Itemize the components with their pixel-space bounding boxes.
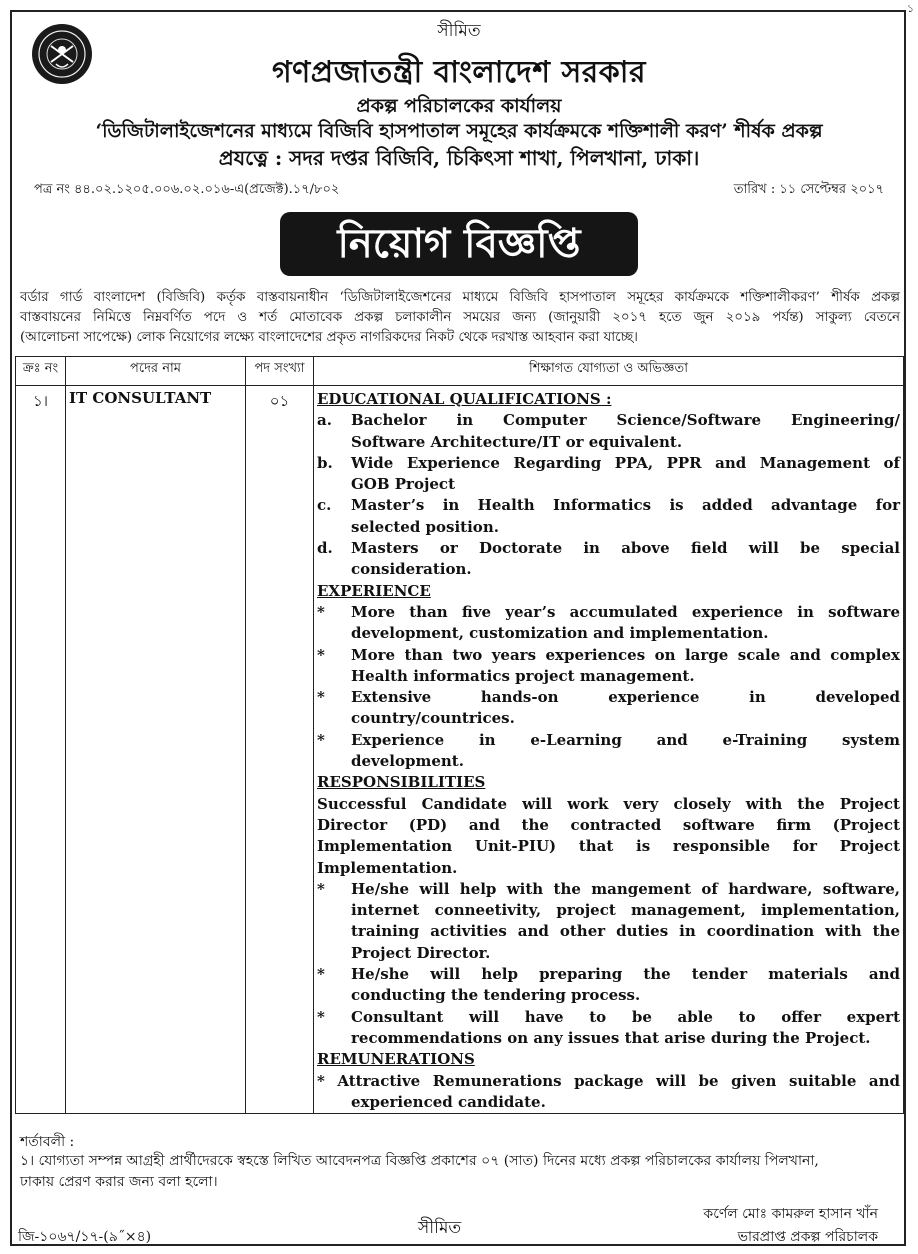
item-line: Bachelor in Computer Science/Software Engineering/ (351, 411, 900, 430)
signatory-designation: ভারপ্রাপ্ত প্রকল্প পরিচালক (737, 1229, 878, 1245)
item-line: Master’s in Health Informatics is added advantage for (351, 496, 900, 515)
terms-list (20, 1151, 900, 1193)
care-of-address: প্রযত্নে : সদর দপ্তর বিজিবি, চিকিৎসা শাখা, পিলখানা, ঢাকা। (218, 146, 700, 170)
table-row (16, 386, 904, 1114)
item-line: internet conneetivity, project management, implementation, (351, 901, 900, 920)
table-header-row (16, 357, 904, 386)
para-line: Director (PD) and the contracted software firm (Project (317, 815, 900, 834)
remuneration-heading: REMUNERATIONS (317, 1050, 475, 1069)
item-marker: * (317, 965, 325, 984)
intro-line: (আলোচনা সাপেক্ষে) লোক নিয়োগের লক্ষ্যে বাংলাদেশের প্রকৃত নাগরিকদের নিকট থেকে দরখাস্ত আহবান করা যাচ্ছে। (20, 330, 638, 345)
education-item (317, 410, 900, 453)
government-name: গণপ্রজাতন্ত্রী বাংলাদেশ সরকার (272, 55, 646, 90)
responsibilities-heading: RESPONSIBILITIES (317, 773, 486, 792)
experience-item (317, 687, 900, 730)
header-serial: ক্রঃ নং (16, 357, 66, 386)
item-line: He/she will help with the mangement of hardware, software, (351, 879, 900, 898)
ad-code: জি-১০৬৭/১৭-(৯˝×৪) (18, 1229, 152, 1245)
item-line: conducting the tendering process. (351, 986, 641, 1005)
item-line: He/she will help preparing the tender materials and (351, 965, 900, 984)
responsibility-item (317, 1007, 900, 1050)
remuneration-text (317, 1071, 900, 1114)
item-line: Project Director. (351, 943, 491, 962)
item-line: More than five year’s accumulated experience in software (351, 602, 900, 621)
item-marker: * (317, 1007, 325, 1026)
memo-date: তারিখ : ১১ সেপ্টেম্বর ২০১৭ (733, 182, 884, 197)
item-line: Masters or Doctorate in above field will be special (351, 539, 900, 558)
experience-heading: EXPERIENCE (317, 581, 431, 600)
item-line: GOB Project (351, 475, 455, 494)
responsibility-item (317, 964, 900, 1007)
para-line: experienced candidate. (351, 1092, 546, 1111)
item-line: selected position. (351, 517, 499, 536)
header-post-count: পদ সংখ্যা (246, 357, 314, 386)
item-marker: * (317, 730, 325, 749)
item-line: consideration. (351, 560, 472, 579)
education-heading: EDUCATIONAL QUALIFICATIONS : (317, 390, 612, 408)
item-marker: b. (317, 453, 333, 472)
terms-line: ১। যোগ্যতা সম্পন্ন আগ্রহী প্রার্থীদেরকে স্বহস্তে লিখিত আবেদনপত্র বিজ্ঞপ্তি প্রকাশের ০৭ (সাত) দিনের মধ্যে প্রকল্প পরিচালকের কার্যালয় পিলখানা, (20, 1153, 819, 1169)
memo-number: পত্র নং ৪৪.০২.১২০৫.০০৬.০২.০১৬-এ(প্রজেক্ট).১৭/৮০২ (34, 182, 340, 197)
education-item (317, 495, 900, 538)
item-line: Extensive hands-on experience in developed (351, 688, 900, 707)
item-line: recommendations on any issues that arise during the Project. (351, 1028, 871, 1047)
row-serial: ১। (16, 386, 66, 1114)
item-marker: a. (317, 411, 332, 430)
para-line: Implementation. (317, 858, 458, 877)
item-line: Health informatics project management. (351, 666, 695, 685)
item-marker: d. (317, 539, 333, 558)
education-item (317, 453, 900, 496)
intro-line: বাস্তবায়নের নিমিত্তে নিম্নবর্ণিত পদে ও শর্ত মোতাবেক প্রকল্প চলাকালীন সময়ের জন্য (জানুয়ারী ২০১৭ হতে জুন ২০১৯ পর্যন্ত) সাকুল্য বেতনে (20, 310, 900, 325)
signatory-name: কর্ণেল মোঃ কামরুল হাসান খাঁন (703, 1206, 878, 1222)
item-marker: * (317, 879, 325, 898)
header-qualifications: শিক্ষাগত যোগ্যতা ও অভিজ্ঞতা (314, 357, 904, 386)
corner-mark: ১ (906, 2, 914, 15)
responsibilities-intro (317, 794, 900, 879)
item-line: Software Architecture/IT or equivalent. (351, 432, 683, 451)
row-post-name: IT CONSULTANT (66, 386, 246, 1114)
item-line: More than two years experiences on large scale and complex (351, 645, 900, 664)
item-line: training activities and other duties in coordination with the (351, 922, 900, 941)
posts-table (15, 356, 904, 1114)
responsibility-item (317, 879, 900, 964)
row-qualifications (314, 386, 904, 1114)
item-line: development, customization and implementation. (351, 624, 769, 643)
project-title: ‘ডিজিটালাইজেশনের মাধ্যমে বিজিবি হাসপাতাল সমূহের কার্যক্রমকে শক্তিশালী করণ’ শীর্ষক প্রকল্প (95, 120, 823, 142)
header-post-name: পদের নাম (66, 357, 246, 386)
item-line: development. (351, 752, 464, 771)
para-line: * Attractive Remunerations package will be given suitable and (317, 1071, 900, 1090)
item-line: Experience in e-Learning and e-Training system (351, 730, 900, 749)
education-item (317, 538, 900, 581)
classification-bottom: সীমিত (418, 1218, 462, 1238)
row-post-count: ০১ (246, 386, 314, 1114)
experience-item (317, 730, 900, 773)
intro-line: বর্ডার গার্ড বাংলাদেশ (বিজিবি) কর্তৃক বাস্তবায়নাধীন ‘ডিজিটালাইজেশনের মাধ্যমে বিজিবি হাসপাতাল সমূহের কার্যক্রমকে শক্তিশালীকরণ’ শীর্ষক প্রকল্প (20, 290, 900, 305)
office-name: প্রকল্প পরিচালকের কার্যালয় (356, 95, 562, 117)
classification-top: সীমিত (437, 21, 481, 41)
intro-paragraph (20, 288, 900, 348)
terms-title: শর্তাবলী : (20, 1134, 75, 1150)
para-line: Implementation Unit-PIU) that is responsible for Project (317, 837, 900, 856)
item-line: Wide Experience Regarding PPA, PPR and Management of (351, 453, 900, 472)
item-marker: * (317, 645, 325, 664)
terms-line: ঢাকায় প্রেরণ করার জন্য বলা হলো। (20, 1174, 218, 1190)
experience-item (317, 645, 900, 688)
item-marker: * (317, 688, 325, 707)
para-line: Successful Candidate will work very closely with the Project (317, 794, 900, 813)
item-line: country/countrices. (351, 709, 515, 728)
notice-title: নিয়োগ বিজ্ঞপ্তি (280, 212, 638, 276)
item-line: Consultant will have to be able to offer expert (351, 1007, 900, 1026)
experience-item (317, 602, 900, 645)
item-marker: * (317, 602, 325, 621)
item-marker: c. (317, 496, 332, 515)
